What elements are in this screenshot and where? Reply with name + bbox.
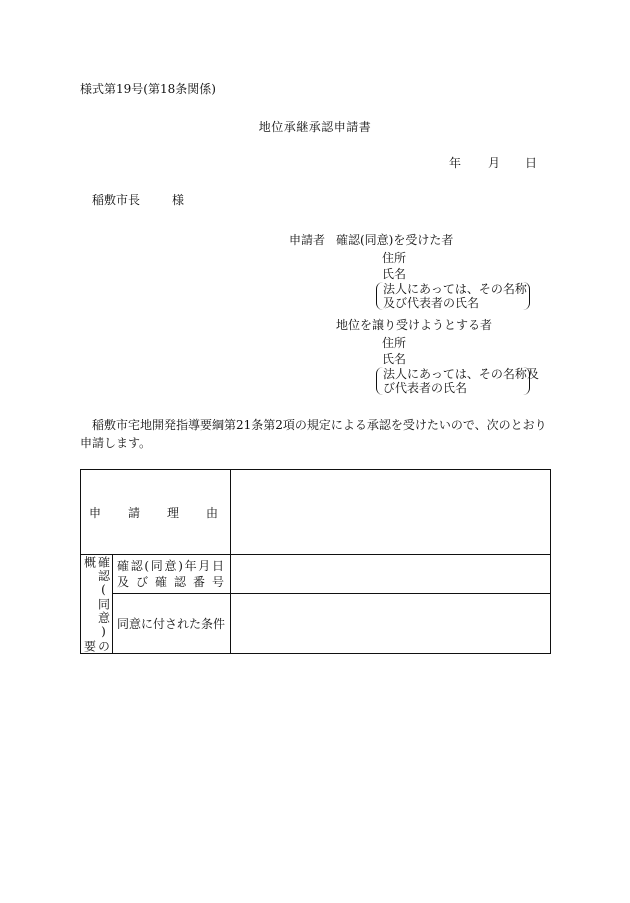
confirmation-value-cell[interactable] xyxy=(231,555,551,594)
outline-label-cell xyxy=(81,555,113,654)
document-title: 地位承継承認申請書 xyxy=(258,120,372,134)
reason-label-char: 理 xyxy=(166,505,179,520)
conditions-label-cell xyxy=(113,594,231,654)
addressee-honorific: 様 xyxy=(172,193,185,207)
reason-value-cell[interactable] xyxy=(231,470,551,555)
reason-label-cell xyxy=(81,470,231,555)
confirmation-date-label: 確認(同意)年月日 xyxy=(117,559,224,573)
approved-party-note-line1: 法人にあっては、その名称 xyxy=(383,282,527,296)
date-day-label: 日 xyxy=(525,156,538,170)
confirmation-number-label: 及び確認番号 xyxy=(117,575,224,589)
application-table xyxy=(80,469,551,654)
successor-note-line2: び代表者の氏名 xyxy=(383,381,468,395)
successor-note-line1: 法人にあっては、その名称及 xyxy=(383,367,539,381)
approved-party-note-line2: 及び代表者の氏名 xyxy=(383,296,480,310)
confirmation-label-cell xyxy=(113,555,231,594)
successor-address-label: 住所 xyxy=(382,336,407,350)
reason-label-char: 由 xyxy=(205,505,218,520)
reason-label-char: 請 xyxy=(127,505,140,520)
successor-name-label: 氏名 xyxy=(382,352,407,366)
date-month-label: 月 xyxy=(488,156,501,170)
conditions-value-cell[interactable] xyxy=(231,594,551,654)
successor-corporate-note xyxy=(376,367,539,395)
outline-label: 確認(同意)の概要 xyxy=(82,556,111,652)
application-statement xyxy=(80,416,550,452)
approved-party-corporate-note xyxy=(376,282,530,310)
approved-party-title: 確認(同意)を受けた者 xyxy=(336,233,454,247)
approved-party-address-label: 住所 xyxy=(382,251,407,265)
date-year-label: 年 xyxy=(449,156,462,170)
conditions-label: 同意に付された条件 xyxy=(117,616,226,631)
successor-title: 地位を譲り受けようとする者 xyxy=(336,318,493,332)
reason-label-char: 申 xyxy=(89,505,102,520)
addressee-name: 稲敷市長 xyxy=(92,193,141,207)
form-number: 様式第19号(第18条関係) xyxy=(80,82,216,96)
applicant-label: 申請者 xyxy=(289,233,326,247)
approved-party-name-label: 氏名 xyxy=(382,267,407,281)
application-statement-text: 稲敷市宅地開発指導要綱第21条第2項の規定による承認を受けたいので、次のとおり申請します。 xyxy=(80,418,547,450)
